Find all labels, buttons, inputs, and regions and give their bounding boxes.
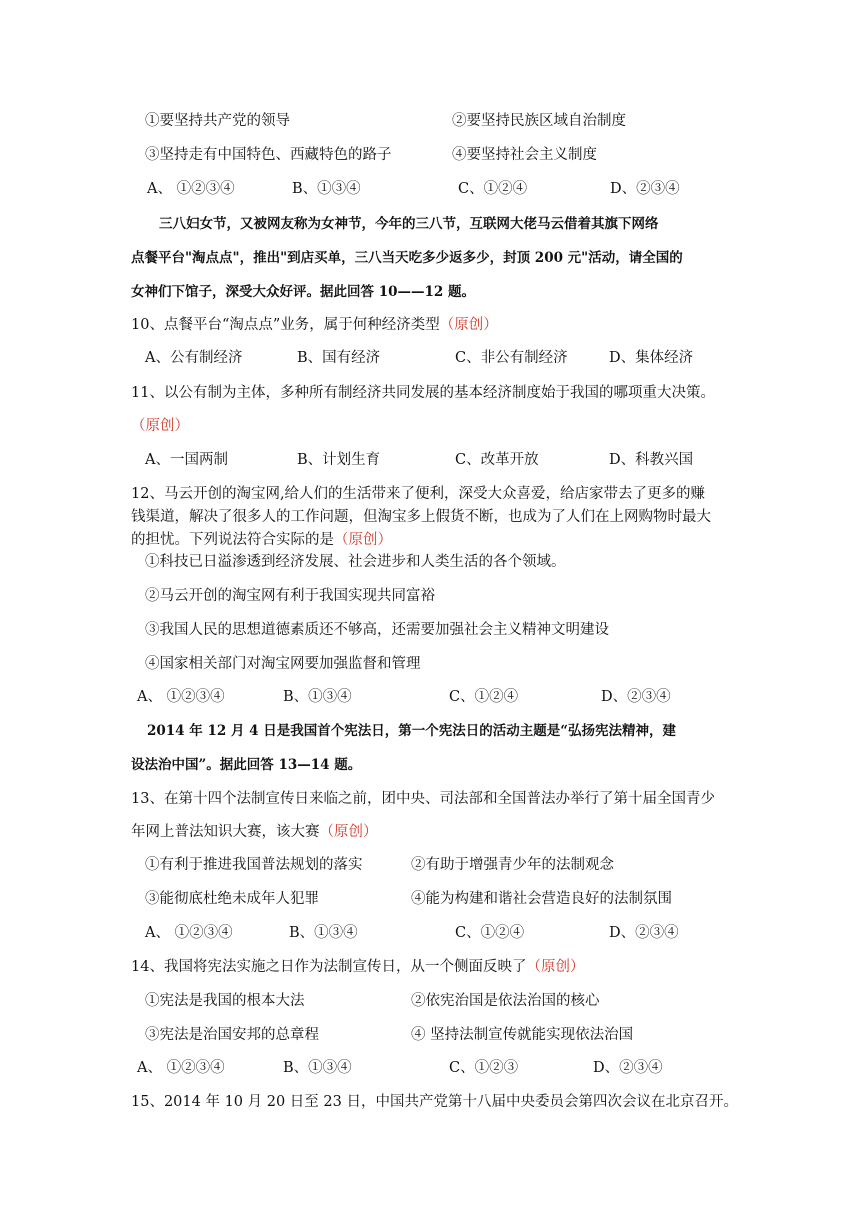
q12-item-3: ③我国人民的思想道德素质还不够高，还需要加强社会主义精神文明建设 — [145, 622, 609, 638]
q12-original-tag: （原创） — [334, 532, 392, 548]
q12-item-4: ④国家相关部门对淘宝网要加强监督和管理 — [145, 656, 421, 672]
q12-option-d: D、②③④ — [601, 689, 671, 705]
q10-stem — [131, 315, 498, 335]
q12-item-1: ①科技已日溢渗透到经济发展、社会进步和人类生活的各个领域。 — [145, 554, 566, 570]
q9-item-2: ②要坚持民族区域自治制度 — [452, 113, 626, 129]
q10-option-b: B、国有经济 — [297, 350, 381, 366]
q13-stem-text: 年网上普法知识大赛，该大赛 — [131, 824, 320, 840]
q9-item-1: ①要坚持共产党的领导 — [145, 113, 290, 129]
q13-item-1: ①有利于推进我国普法规划的落实 — [145, 857, 363, 873]
q13-item-4: ④能为构建和谐社会营造良好的法制氛围 — [411, 891, 672, 907]
q15-stem: 15、2014 年 10 月 20 日至 23 日，中国共产党第十八届中央委员会第四次会议在北京召开。 — [131, 1094, 738, 1110]
material-2-line-1: 2014 年 12 月 4 日是我国首个宪法日，第一个宪法日的活动主题是“弘扬宪法精神，建 — [147, 723, 677, 739]
q14-option-a: A、 ①②③④ — [137, 1060, 225, 1076]
q13-item-2: ②有助于增强青少年的法制观念 — [411, 857, 614, 873]
q9-item-4: ④要坚持社会主义制度 — [452, 147, 597, 163]
q14-stem — [131, 957, 584, 977]
q14-item-1: ①宪法是我国的根本大法 — [145, 993, 305, 1009]
q14-option-d: D、②③④ — [593, 1060, 663, 1076]
q9-option-b: B、①③④ — [292, 181, 361, 197]
q14-item-3: ③宪法是治国安邦的总章程 — [145, 1027, 319, 1043]
q12-option-b: B、①③④ — [283, 689, 352, 705]
q13-option-a: A、 ①②③④ — [145, 925, 233, 941]
material-2-line-2: 设法治中国”。据此回答 13—14 题。 — [131, 757, 362, 773]
q11-option-b: B、计划生育 — [297, 452, 381, 468]
material-1-line-3: 女神们下馆子，深受大众好评。据此回答 10——12 题。 — [131, 284, 475, 300]
q14-option-c: C、①②③ — [449, 1060, 519, 1076]
q11-original-tag: （原创） — [131, 418, 189, 434]
q12-stem-line-1: 12、马云开创的淘宝网,给人们的生活带来了便利，深受大众喜爱，给店家带去了更多的赚 — [131, 486, 706, 502]
q11-option-d: D、科教兴国 — [609, 452, 694, 468]
q12-option-c: C、①②④ — [449, 689, 519, 705]
q9-option-d: D、②③④ — [610, 181, 680, 197]
q13-stem-line-1: 13、在第十四个法制宣传日来临之前，团中央、司法部和全国普法办举行了第十届全国青少 — [131, 791, 715, 807]
q10-option-c: C、非公有制经济 — [455, 350, 568, 366]
q14-stem-text: 14、我国将宪法实施之日作为法制宣传日，从一个侧面反映了 — [131, 959, 527, 975]
q12-item-2: ②马云开创的淘宝网有利于我国实现共同富裕 — [145, 588, 435, 604]
q11-stem: 11、以公有制为主体，多种所有制经济共同发展的基本经济制度始于我国的哪项重大决策。 — [131, 385, 715, 401]
q11-option-c: C、改革开放 — [455, 452, 539, 468]
q10-option-a: A、公有制经济 — [145, 350, 243, 366]
material-1-line-1: 三八妇女节，又被网友称为女神节，今年的三八节，互联网大佬马云借着其旗下网络 — [159, 216, 659, 232]
q12-option-a: A、 ①②③④ — [137, 689, 225, 705]
q12-stem-text: 的担忧。下列说法符合实际的是 — [131, 532, 334, 548]
q12-stem-line-2: 钱渠道，解决了很多人的工作问题，但淘宝多上假货不断，也成为了人们在上网购物时最大 — [131, 509, 711, 525]
q10-original-tag: （原创） — [439, 317, 498, 333]
q12-stem-line-3 — [131, 530, 392, 550]
q13-item-3: ③能彻底杜绝未成年人犯罪 — [145, 891, 319, 907]
q13-option-b: B、①③④ — [289, 925, 358, 941]
q13-option-d: D、②③④ — [609, 925, 679, 941]
q14-item-2: ②依宪治国是依法治国的核心 — [411, 993, 600, 1009]
q10-option-d: D、集体经济 — [609, 350, 694, 366]
q14-option-b: B、①③④ — [283, 1060, 352, 1076]
q11-option-a: A、一国两制 — [145, 452, 228, 468]
q13-original-tag: （原创） — [319, 824, 378, 840]
q14-item-4: ④ 坚持法制宣传就能实现依法治国 — [411, 1027, 634, 1043]
q13-stem-line-2 — [131, 822, 378, 842]
q14-original-tag: （原创） — [526, 959, 585, 975]
q13-option-c: C、①②④ — [455, 925, 525, 941]
q9-option-a: A、 ①②③④ — [147, 181, 235, 197]
q9-item-3: ③坚持走有中国特色、西藏特色的路子 — [145, 147, 392, 163]
material-1-line-2: 点餐平台"淘点点"，推出"到店买单，三八当天吃多少返多少，封顶 200 元"活动，请全国的 — [131, 250, 683, 266]
q9-option-c: C、①②④ — [458, 181, 528, 197]
q10-stem-text: 10、点餐平台“淘点点”业务，属于何种经济类型 — [131, 317, 440, 333]
